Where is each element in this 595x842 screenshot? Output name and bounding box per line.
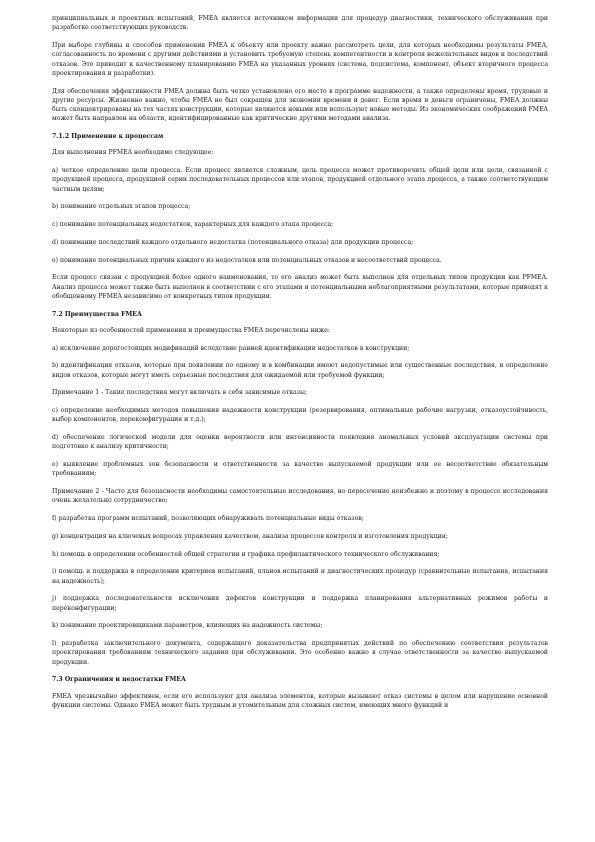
list-item: d) обеспечение логической модели для оценки вероятности или интенсивности появления аномальных условий эксплуатации системы при подготовке к анализу критичности; <box>52 434 548 451</box>
paragraph: При выборе глубины и способов применения FMEA к объекту или проекту важно рассмотреть цели, для которых необходимы результаты FMEA, согласованность по времени с другими действиями и установить требуемую степень компетентности и контроля нежелательных видов и последствий отказов. Это приводит к качественному планированию FMEA на указанных уровнях (система, подсистема, компонент, объект вторичного процесса проектирования и разработки). <box>52 42 548 77</box>
list-item: d) понимание последствий каждого отдельного недостатка (потенциального отказа) для продукции процесса; <box>52 238 414 246</box>
list-item: f) разработка программ испытаний, позволяющих обнаруживать потенциальные виды отказов; <box>52 515 364 522</box>
paragraph: Для выполнения PFMEA необходимо следующее: <box>52 149 214 157</box>
list-item: e) выявление проблемных зон безопасности и ответственности за качество выпускаемой продукции или ее несоответствие обязательным требованиям; <box>52 461 548 478</box>
paragraph: Если процесс связан с продукцией более одного наименования, то его анализ может быть выполнен для отдельных типов продукции как PFMEA. Анализ процесса может также быть выполнен в соответствии с его этапами и потенциальными неблагоприятными результатами, которые приводят к обобщенному PFMEA независимо от конкретных типов продукции. <box>52 274 548 300</box>
section-heading: 7.3 Ограничения и недостатки FMEA <box>52 676 186 684</box>
list-item: i) помощь и поддержка в определении критериев испытаний, планов испытаний и диагностических процедур (сравнительные испытания, испытания на надежность); <box>52 568 548 585</box>
list-item: j) поддержка последовательности исключения дефектов конструкции и поддержка планирования альтернативных режимов работы и переконфигурации; <box>52 595 548 612</box>
list-item: k) понимание проектировщиками параметров, влияющих на надежность системы; <box>52 622 323 630</box>
paragraph: принципиальных и проектных испытаний, FMEA является источником информации для процедур диагностики, технического обслуживания при разработке соответствующих руководств. <box>52 15 548 32</box>
list-item: c) определение необходимых методов повышения надежности конструкции (резервирования, оптимальные рабочие нагрузки, отказоустойчивость, выбор компонентов, переконфигурация и т.д.); <box>52 407 548 424</box>
list-item: а) исключение дорогостоящих модификаций вследствие ранней идентификации недостатков в конструкции; <box>52 344 410 352</box>
list-item: b) понимание отдельных этапов процесса; <box>52 203 191 211</box>
section-heading: 7.2 Преимущества FMEA <box>52 310 142 318</box>
list-item: h) помощь в определении особенностей общей стратегии и графика профилактического технического обслуживания; <box>52 550 440 558</box>
list-item: c) понимание потенциальных недостатков, характерных для каждого этапа процесса; <box>52 221 334 228</box>
list-item: а) четкое определение цели процесса. Если процесс является сложным, цель процесса может противоречить общей цели или цели, связанной с продукцией процесса, продукцией серии последовательных процессов или этапов, продукцией отдельного этапа процесса, а также соответствующим частным целям; <box>52 167 548 193</box>
paragraph: Некоторые из особенностей применения и преимущества FMEA перечислены ниже: <box>52 326 330 334</box>
paragraph: Для обеспечения эффективности FMEA должна быть четко установлено его место в программе надежности, а также определены время, трудовые и другие ресурсы. Жизненно важно, чтобы FMEA не был сокращен для экономии времени и денег. Если время и деньги ограничены, FMEA должны быть сконцентрированы на тех частях конструкции, которые являются новыми или используют новые методы. Из экономических соображений FMEA может быть направлен на области, идентифицированные как критические другими методами анализа. <box>52 87 548 123</box>
note: Примечание 1 - Такие последствия могут включать в себя зависимые отказы; <box>52 389 308 397</box>
list-item: l) разработка заключительного документа, содержащего доказательства предпринятых действий по обеспечению соответствия результатов проектирования требованиям технического задания при обслуживании. Это особенно важно в случае ответственности за качество выпускаемой продукции. <box>52 640 548 666</box>
list-item: e) понимание потенциальных причин каждого из недостатков или потенциальных отказов и несоответствий процесса. <box>52 256 442 264</box>
list-item: g) концентрация на ключевых вопросах управления качеством, анализа процессов контроля и изготовления продукции; <box>52 532 448 540</box>
note: Примечание 2 - Часто для безопасности необходимы самостоятельные исследования, но пересечение неизбежно и поэтому в процессе исследования очень желательно сотрудничество; <box>52 488 548 505</box>
section-heading: 7.1.2 Применение к процессам <box>52 133 164 140</box>
list-item: b) идентификация отказов, которые при появлении по одному и в комбинации имеют недопустимые или существенные последствия, и определение видов отказов, которые могут иметь серьезные последствия для ожидаемой или требуемой функции; <box>52 362 548 379</box>
document-page <box>52 14 548 719</box>
paragraph: FMEA чрезвычайно эффективен, если его используют для анализа элементов, которые вызывают отказ системы в целом или нарушение основной функции системы. Однако FMEA может быть трудным и утомительным для сложных систем, имеющих много функций и <box>52 692 548 709</box>
